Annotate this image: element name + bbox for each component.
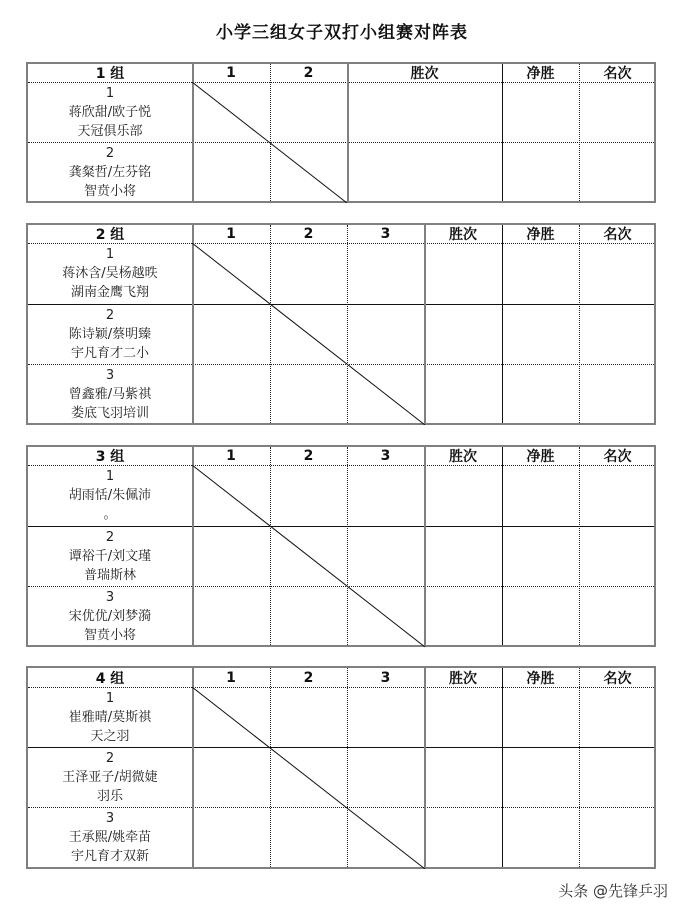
- col-divider: [192, 447, 194, 645]
- col-divider: [347, 225, 348, 423]
- player-seed: 2: [105, 307, 115, 323]
- opponent-col-header: 2: [303, 669, 314, 686]
- rank-header: 名次: [603, 66, 632, 82]
- player-seed: 3: [105, 589, 115, 605]
- player-club: 宇凡育才双新: [70, 848, 149, 864]
- player-names: 曾鑫雅/马紫祺: [68, 386, 152, 402]
- col-divider: [502, 64, 503, 201]
- player-names: 陈诗颖/蔡明臻: [68, 326, 152, 342]
- col-divider: [502, 225, 503, 423]
- opponent-col-header: 1: [226, 65, 236, 81]
- player-cell: [28, 687, 192, 747]
- rank-header: 名次: [603, 670, 632, 687]
- col-divider: [579, 447, 580, 645]
- diagonal-line: [192, 687, 426, 869]
- col-divider: [192, 225, 194, 423]
- player-seed: 3: [105, 810, 115, 826]
- group-2-table: [26, 223, 656, 425]
- player-club: 天之羽: [90, 728, 130, 744]
- opponent-col-header: 3: [380, 226, 391, 242]
- player-club: 智贲小将: [83, 183, 136, 199]
- group-4-table: [26, 666, 656, 869]
- player-names: 胡雨恬/朱佩沛: [68, 488, 152, 503]
- col-divider: [579, 64, 580, 201]
- wins-header: 胜次: [410, 66, 439, 82]
- player-seed: 2: [105, 529, 115, 545]
- player-cell: [28, 142, 192, 202]
- player-seed: 1: [105, 247, 115, 262]
- group-label: 1 组: [95, 66, 125, 82]
- group-3-table: [26, 445, 656, 647]
- player-seed: 1: [105, 85, 115, 101]
- player-club: 宇凡育才二小: [70, 345, 149, 361]
- opponent-col-header: 3: [380, 669, 391, 686]
- player-club: 羽乐: [96, 788, 123, 804]
- wins-header: 胜次: [449, 449, 477, 465]
- opponent-col-header: 2: [303, 226, 314, 242]
- page-title: 小学三组女子双打小组赛对阵表: [216, 23, 468, 43]
- group-label: 3 组: [95, 449, 125, 465]
- diagonal-line: [192, 243, 426, 425]
- col-divider: [270, 64, 271, 201]
- col-divider: [502, 447, 503, 645]
- group-1-table: [26, 62, 656, 203]
- player-club: 智贲小将: [83, 627, 136, 643]
- player-names: 崔雅晴/莫斯祺: [68, 709, 152, 725]
- group-label: 2 组: [95, 227, 125, 243]
- col-divider: [270, 447, 271, 645]
- player-cell: [28, 364, 192, 424]
- player-seed: 3: [105, 367, 115, 383]
- col-divider: [424, 447, 426, 645]
- player-names: 王泽亚子/胡微婕: [62, 769, 158, 785]
- player-club: 天冠俱乐部: [77, 123, 143, 139]
- opponent-col-header: 1: [226, 669, 236, 686]
- col-divider: [347, 64, 349, 201]
- player-cell: [28, 465, 192, 526]
- opponent-col-header: 2: [303, 448, 314, 464]
- player-cell: [28, 82, 192, 142]
- col-divider: [270, 668, 271, 867]
- col-divider: [270, 225, 271, 423]
- net-wins-header: 净胜: [526, 227, 555, 243]
- rank-header: 名次: [603, 449, 632, 465]
- player-cell: [28, 304, 192, 364]
- net-wins-header: 净胜: [526, 670, 555, 687]
- wins-header: 胜次: [449, 670, 477, 687]
- col-divider: [347, 447, 348, 645]
- col-divider: [192, 64, 194, 201]
- col-divider: [424, 225, 426, 423]
- player-names: 谭裕千/刘文瑾: [68, 548, 152, 564]
- opponent-col-header: 3: [380, 448, 391, 464]
- player-seed: 2: [105, 750, 115, 766]
- player-names: 龚粲哲/左芬铭: [68, 164, 152, 180]
- player-seed: 2: [105, 145, 115, 161]
- net-wins-header: 净胜: [526, 449, 555, 465]
- player-cell: [28, 747, 192, 807]
- opponent-col-header: 1: [226, 226, 236, 242]
- col-divider: [502, 668, 503, 867]
- col-divider: [579, 668, 580, 867]
- player-club: 。: [103, 507, 117, 522]
- col-divider: [347, 668, 348, 867]
- player-seed: 1: [105, 690, 115, 706]
- group-label: 4 组: [95, 670, 125, 687]
- player-club: 娄底飞羽培训: [70, 405, 149, 421]
- col-divider: [424, 668, 426, 867]
- player-cell: [28, 807, 192, 867]
- player-cell: [28, 586, 192, 646]
- player-cell: [28, 526, 192, 586]
- player-seed: 1: [105, 469, 115, 484]
- wins-header: 胜次: [449, 227, 477, 243]
- watermark: 头条 @先锋乒羽: [558, 882, 668, 900]
- opponent-col-header: 2: [303, 65, 314, 81]
- player-club: 普瑞斯林: [83, 567, 136, 583]
- col-divider: [579, 225, 580, 423]
- rank-header: 名次: [603, 227, 632, 243]
- player-cell: [28, 243, 192, 304]
- player-names: 宋优优/刘梦漪: [68, 608, 152, 624]
- diagonal-line: [192, 465, 426, 647]
- col-divider: [192, 668, 194, 867]
- opponent-col-header: 1: [226, 448, 236, 464]
- player-names: 蒋沐含/吴杨越昳: [62, 266, 158, 281]
- net-wins-header: 净胜: [526, 66, 555, 82]
- player-club: 湖南金鹰飞翔: [70, 285, 149, 300]
- player-names: 王承熙/姚牵苗: [68, 829, 152, 845]
- player-names: 蒋欣甜/欧子悦: [68, 104, 152, 120]
